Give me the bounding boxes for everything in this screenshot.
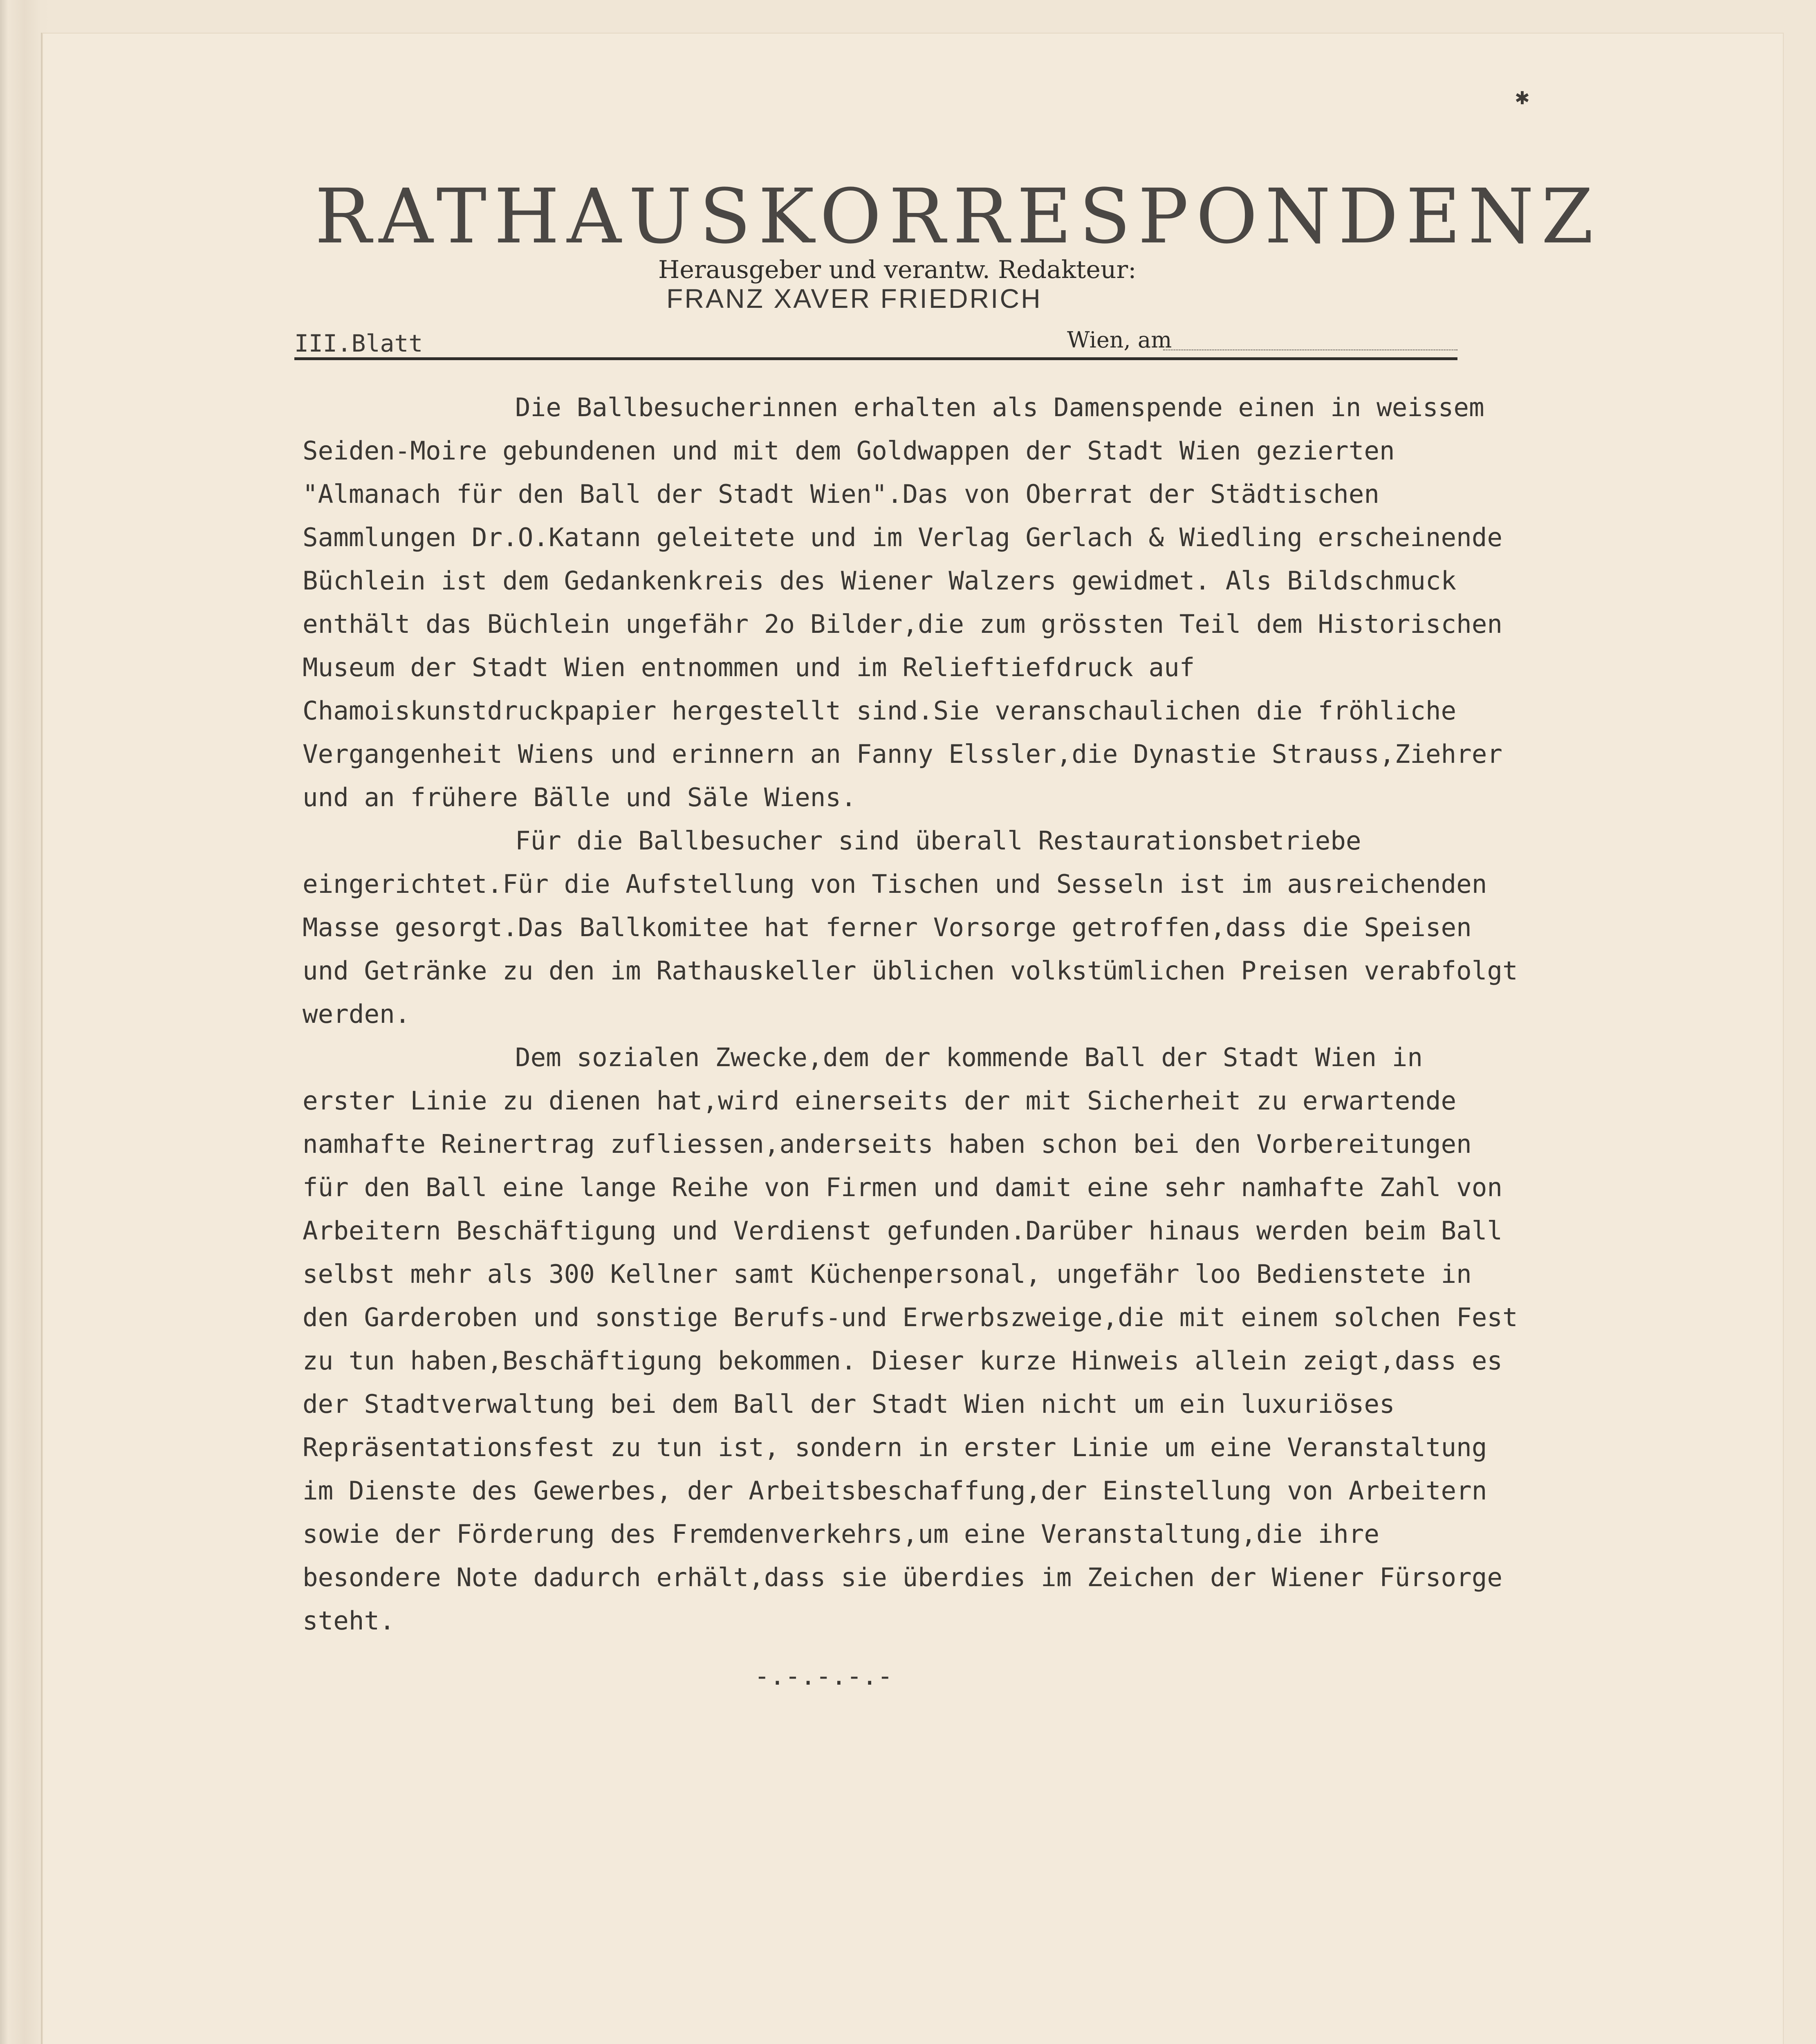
body-text [303,386,1525,1643]
masthead-editor-name: FRANZ XAVER FRIEDRICH [666,283,1042,314]
corner-mark: ✱ [1515,88,1530,109]
masthead-publisher-line: Herausgeber und verantw. Redakteur: [658,256,1137,284]
header-rule [294,357,1457,360]
place-date-label: Wien, am [1067,327,1172,353]
header-row [294,325,1457,362]
sheet-number: III.Blatt [294,329,423,357]
paragraph-almanach: Die Ballbesucherinnen erhalten als Damenspende einen in weissem Seiden-Moire gebundenen und mit dem Goldwappen der Stadt Wien gezierten "Almanach für den Ball der Stadt Wien".Das von Oberrat der Städtischen Sammlungen Dr.O.Katann geleitete und im Verlag Gerlach & Wiedling erscheinende Büchlein ist dem Gedankenkreis des Wiener Walzers gewidmet. Als Bildschmuck enthält das Büchlein ungefähr 2o Bilder,die zum grössten Teil dem Historischen Museum der Stadt Wien entnommen und im Relieftiefdruck auf Chamoiskunstdruckpapier hergestellt sind.Sie veranschaulichen die fröhliche Vergangenheit Wiens und erinnern an Fanny Elssler,die Dynastie Strauss,Ziehrer und an frühere Bälle und Säle Wiens. [303,392,1502,812]
paragraph-restaurants: Für die Ballbesucher sind überall Restaurationsbetriebe eingerichtet.Für die Aufstellung von Tischen und Sesseln ist im ausreichenden Masse gesorgt.Das Ballkomitee hat ferner Vorsorge getroffen,dass die Speisen und Getränke zu den im Rathauskeller üblichen volkstümlichen Preisen verabfolgt werden. [303,826,1518,1029]
paragraph-social-purpose: Dem sozialen Zwecke,dem der kommende Ball der Stadt Wien in erster Linie zu dienen hat,wird einerseits der mit Sicherheit zu erwartende namhafte Reinertrag zufliessen,anderseits haben schon bei den Vorbereitungen für den Ball eine lange Reihe von Firmen und damit eine sehr namhafte Zahl von Arbeitern Beschäftigung und Verdienst gefunden.Darüber hinaus werden beim Ball selbst mehr als 300 Kellner samt Küchenpersonal, ungefähr loo Bedienstete in den Garderoben und sonstige Berufs-und Erwerbszweige,die mit einem solchen Fest zu tun haben,Beschäftigung bekommen. Dieser kurze Hinweis allein zeigt,dass es der Stadtverwaltung bei dem Ball der Stadt Wien nicht um ein luxuriöses Repräsentationsfest zu tun ist, sondern in erster Linie um eine Veranstaltung im Dienste des Gewerbes, der Arbeitsbeschaffung,der Einstellung von Arbeitern sowie der Förderung des Fremdenverkehrs,um eine Veranstaltung,die ihre besondere Note dadurch erhält,dass sie überdies im Zeichen der Wiener Fürsorge steht. [303,1042,1518,1636]
masthead-title: RATHAUSKORRESPONDENZ [315,173,1601,260]
closing-mark: -.-.-.-.- [754,1661,893,1691]
